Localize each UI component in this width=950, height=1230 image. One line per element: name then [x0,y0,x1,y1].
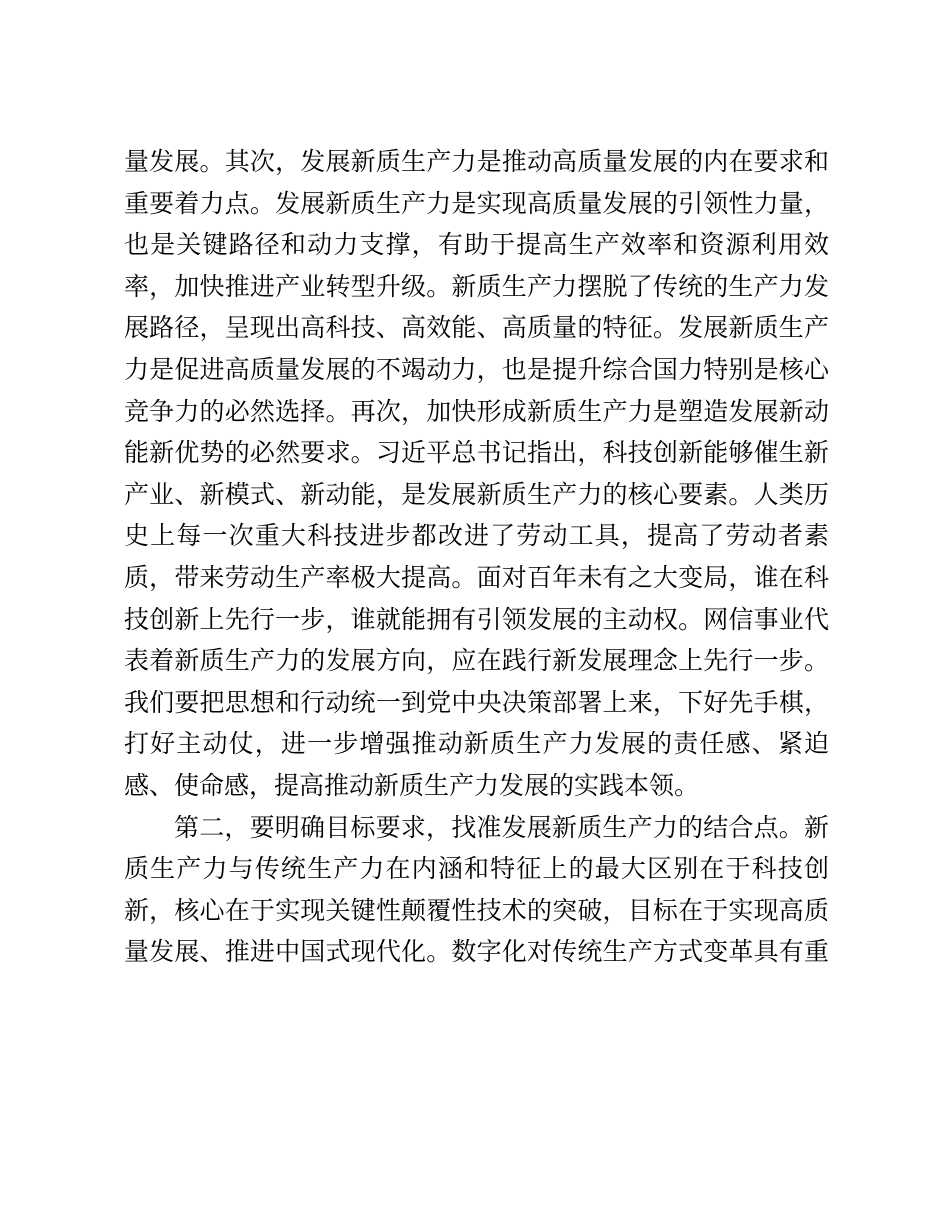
text-line: 技创新上先行一步，谁就能拥有引领发展的主动权。网信事业代 [124,604,829,634]
text-line: 量发展、推进中国式现代化。数字化对传统生产方式变革具有重 [124,937,829,967]
text-line-paragraph-end: 感、使命感，提高推动新质生产力发展的实践本领。 [124,770,700,800]
text-line-paragraph-start: 第二，要明确目标要求，找准发展新质生产力的结合点。新 [174,812,829,842]
text-line: 表着新质生产力的发展方向，应在践行新发展理念上先行一步。 [124,646,829,676]
body-text [124,141,829,973]
text-line: 力是促进高质量发展的不竭动力，也是提升综合国力特别是核心 [124,354,829,384]
text-line: 质，带来劳动生产率极大提高。面对百年未有之大变局，谁在科 [124,562,829,592]
text-line: 竞争力的必然选择。再次，加快形成新质生产力是塑造发展新动 [124,396,829,426]
text-line: 率，加快推进产业转型升级。新质生产力摆脱了传统的生产力发 [124,271,829,301]
text-line: 能新优势的必然要求。习近平总书记指出，科技创新能够催生新 [124,438,829,468]
text-line: 史上每一次重大科技进步都改进了劳动工具，提高了劳动者素 [124,521,829,551]
text-line: 打好主动仗，进一步增强推动新质生产力发展的责任感、紧迫 [124,729,829,759]
text-line: 也是关键路径和动力支撑，有助于提高生产效率和资源利用效 [124,230,829,260]
text-line: 新，核心在于实现关键性颠覆性技术的突破，目标在于实现高质 [124,895,829,925]
text-line: 质生产力与传统生产力在内涵和特征上的最大区别在于科技创 [124,854,829,884]
text-line: 重要着力点。发展新质生产力是实现高质量发展的引领性力量， [124,188,829,218]
text-line: 产业、新模式、新动能，是发展新质生产力的核心要素。人类历 [124,479,829,509]
text-line: 展路径，呈现出高科技、高效能、高质量的特征。发展新质生产 [124,313,829,343]
text-line: 我们要把思想和行动统一到党中央决策部署上来，下好先手棋， [124,687,829,717]
text-line: 量发展。其次，发展新质生产力是推动高质量发展的内在要求和 [124,147,829,176]
